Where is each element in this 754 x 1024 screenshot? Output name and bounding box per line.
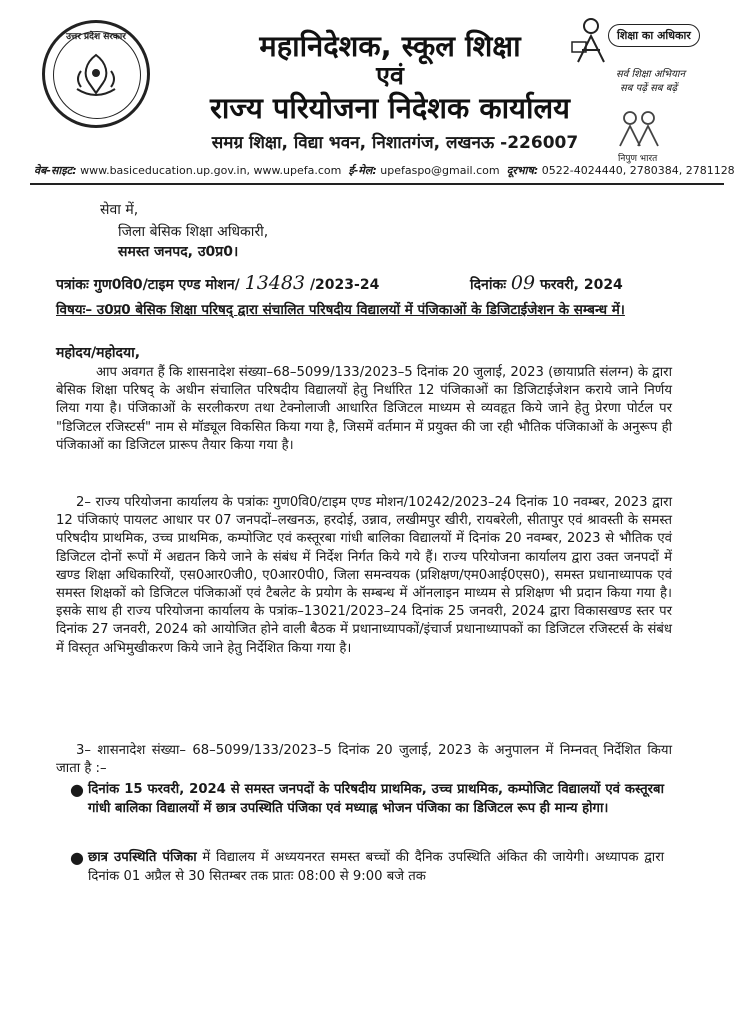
reference-number	[56, 272, 379, 294]
date-label: दिनांकः	[470, 277, 507, 293]
office-title-line3: राज्य परियोजना निदेशक कार्यालय	[210, 91, 570, 125]
website-label: वेब-साइट:	[34, 164, 77, 177]
paragraph-1: आप अवगत हैं कि शासनादेश संख्या–68–5099/133/2023–5 दिनांक 20 जुलाई, 2023 (छायाप्रति संलग्न) के द्वारा बेसिक शिक्षा परिषद् के अधीन संचालित परिषदीय विद्यालयों हेतु निर्धारित 12 पंजिकाओं का डिजिटाईजेशन कराये जाने निर्णय लिया गया है। पंजिकाओं के सरलीकरण तथा टेक्नोलाजी आधारित डिजिटल माध्यम से व्यवहृत किये जाने हेतु प्रेरणा पोर्टल पर "डिजिटल रजिस्टर्स" नाम से मॉड्यूल विकसित किया गया है, जिसमें वर्तमान में प्रयुक्त की जा रही भौतिक पंजिकाओं के अनुरूप ही पंजिकाओं का डिजिटल प्रारूप तैयार किया गया है।	[56, 365, 672, 453]
ssa-logo	[568, 10, 718, 164]
bullet-dot-icon: ●	[70, 848, 84, 867]
reference-handwritten-number: 13483	[244, 272, 306, 294]
bullet-text-2: में विद्यालय में अध्ययनरत समस्त बच्चों की दैनिक उपस्थिति अंकित की जायेगी। अध्यापक द्वारा दिनांक 01 अप्रैल से 30 सितम्बर तक प्रातः 08:00 से 9:00 बजे तक	[88, 850, 665, 884]
rte-badge: शिक्षा का अधिकार	[608, 24, 700, 47]
email-value[interactable]: upefaspo@gmail.com	[380, 164, 500, 177]
seal-text: उत्तर प्रदेश सरकार	[66, 32, 126, 42]
addressee-sewa: सेवा में,	[100, 202, 139, 218]
bullet-item-1	[70, 780, 664, 818]
letter-date	[470, 272, 623, 294]
header-divider	[30, 183, 724, 185]
child-reading-icon	[568, 16, 614, 68]
paragraph-3: 3– शासनादेश संख्या– 68–5099/133/2023–5 दिनांक 20 जुलाई, 2023 के अनुपालन में निम्नवत् निर्देशित किया जाता है :–	[56, 743, 672, 777]
phone-label: दूरभाष:	[506, 164, 539, 177]
ssa-slogan: सब पढ़ें सब बढ़ें	[620, 83, 678, 94]
date-month-year: फरवरी, 2024	[539, 277, 623, 293]
bullet-2-bold: छात्र उपस्थिति पंजिका	[88, 850, 197, 865]
office-address: समग्र शिक्षा, विद्या भवन, निशातगंज, लखनऊ -226007	[211, 133, 579, 153]
phone-value: 0522-4024440, 2780384, 2781128	[541, 164, 735, 177]
contact-line	[34, 163, 735, 178]
date-handwritten-day: 09	[510, 272, 536, 294]
nipun-caption: निपुण भारत	[618, 154, 658, 164]
office-title-line2: एवं	[376, 61, 404, 90]
reference-prefix: पत्रांकः गुण0वि0/टाइम एण्ड मोशन/	[56, 277, 240, 293]
salutation: महोदय/महोदया,	[56, 345, 141, 361]
emblem-icon	[67, 49, 125, 105]
reference-suffix: /2023-24	[309, 277, 380, 293]
email-label: ई-मेल:	[348, 164, 377, 177]
office-title-line1: महानिदेशक, स्कूल शिक्षा	[259, 29, 521, 63]
ssa-caption: सर्व शिक्षा अभियान	[616, 69, 686, 80]
bullet-text-1: दिनांक 15 फरवरी, 2024 से समस्त जनपदों के परिषदीय प्राथमिक, उच्च प्राथमिक, कम्पोजिट विद्यालयों एवं कस्तूरबा गांधी बालिका विद्यालयों में छात्र उपस्थिति पंजिका एवं मध्याह्न भोजन पंजिका का डिजिटल रूप ही मान्य होगा।	[88, 782, 664, 816]
up-government-seal	[42, 20, 150, 128]
paragraph-2: 2– राज्य परियोजना कार्यालय के पत्रांकः गुण0वि0/टाइम एण्ड मोशन/10242/2023–24 दिनांक 10 नवम्बर, 2023 द्वारा 12 पंजिकाएं पायलट आधार पर 07 जनपदों–लखनऊ, हरदोई, उन्नाव, लखीमपुर खीरी, रायबरेली, सीतापुर एवं श्रावस्ती के समस्त परिषदीय प्राथमिक, उच्च प्राथमिक, कम्पोजिट एवं कस्तूरबा गांधी बालिका विद्यालयों में दिनांक 20 नवम्बर, 2023 से भौतिक एवं डिजिटल दोनों रूपों में अद्यतन किये जाने के संबंध में निर्देश निर्गत किये गये हैं। राज्य परियोजना कार्यालय द्वारा उक्त जनपदों में खण्ड शिक्षा अधिकारियों, एस0आर0जी0, ए0आर0पी0, जिला समन्वयक (प्रशिक्षण/एम0आई0एस0), समस्त प्रधानाध्यापक एवं समस्त शिक्षकों को डिजिटल पंजिकाओं एवं टैबलेट के प्रयोग के सम्बन्ध में ऑनलाइन माध्यम से प्रशिक्षण भी प्रदान किया गया है। इसके साथ ही राज्य परियोजना कार्यालय के पत्रांक–13021/2023–24 दिनांक 25 जनवरी, 2024 द्वारा विकासखण्ड स्तर पर दिनांक 27 जनवरी, 2024 को आयोजित होने वाली बैठक में प्रधानाध्यापकों/इंचार्ज प्रधानाध्यापकों का डिजिटल रजिस्टर्स के संबंध में विस्तृत अभिमुखीकरण किये जाने हेतु निर्देशित किया गया है।	[56, 495, 672, 656]
bullet-item-2	[70, 848, 665, 886]
bullet-dot-icon: ●	[70, 780, 84, 799]
addressee-line1: जिला बेसिक शिक्षा अधिकारी,	[118, 224, 269, 240]
subject-line: विषयः– उ0प्र0 बेसिक शिक्षा परिषद् द्वारा संचालित परिषदीय विद्यालयों में पंजिकाओं के डिजिटाईजेशन के सम्बन्ध में।	[56, 302, 625, 318]
nipun-bharat-logo-icon	[614, 108, 664, 150]
addressee-line2: समस्त जनपद, उ0प्र0।	[118, 244, 239, 260]
website-value[interactable]: www.basiceducation.up.gov.in, www.upefa.com	[80, 164, 342, 177]
